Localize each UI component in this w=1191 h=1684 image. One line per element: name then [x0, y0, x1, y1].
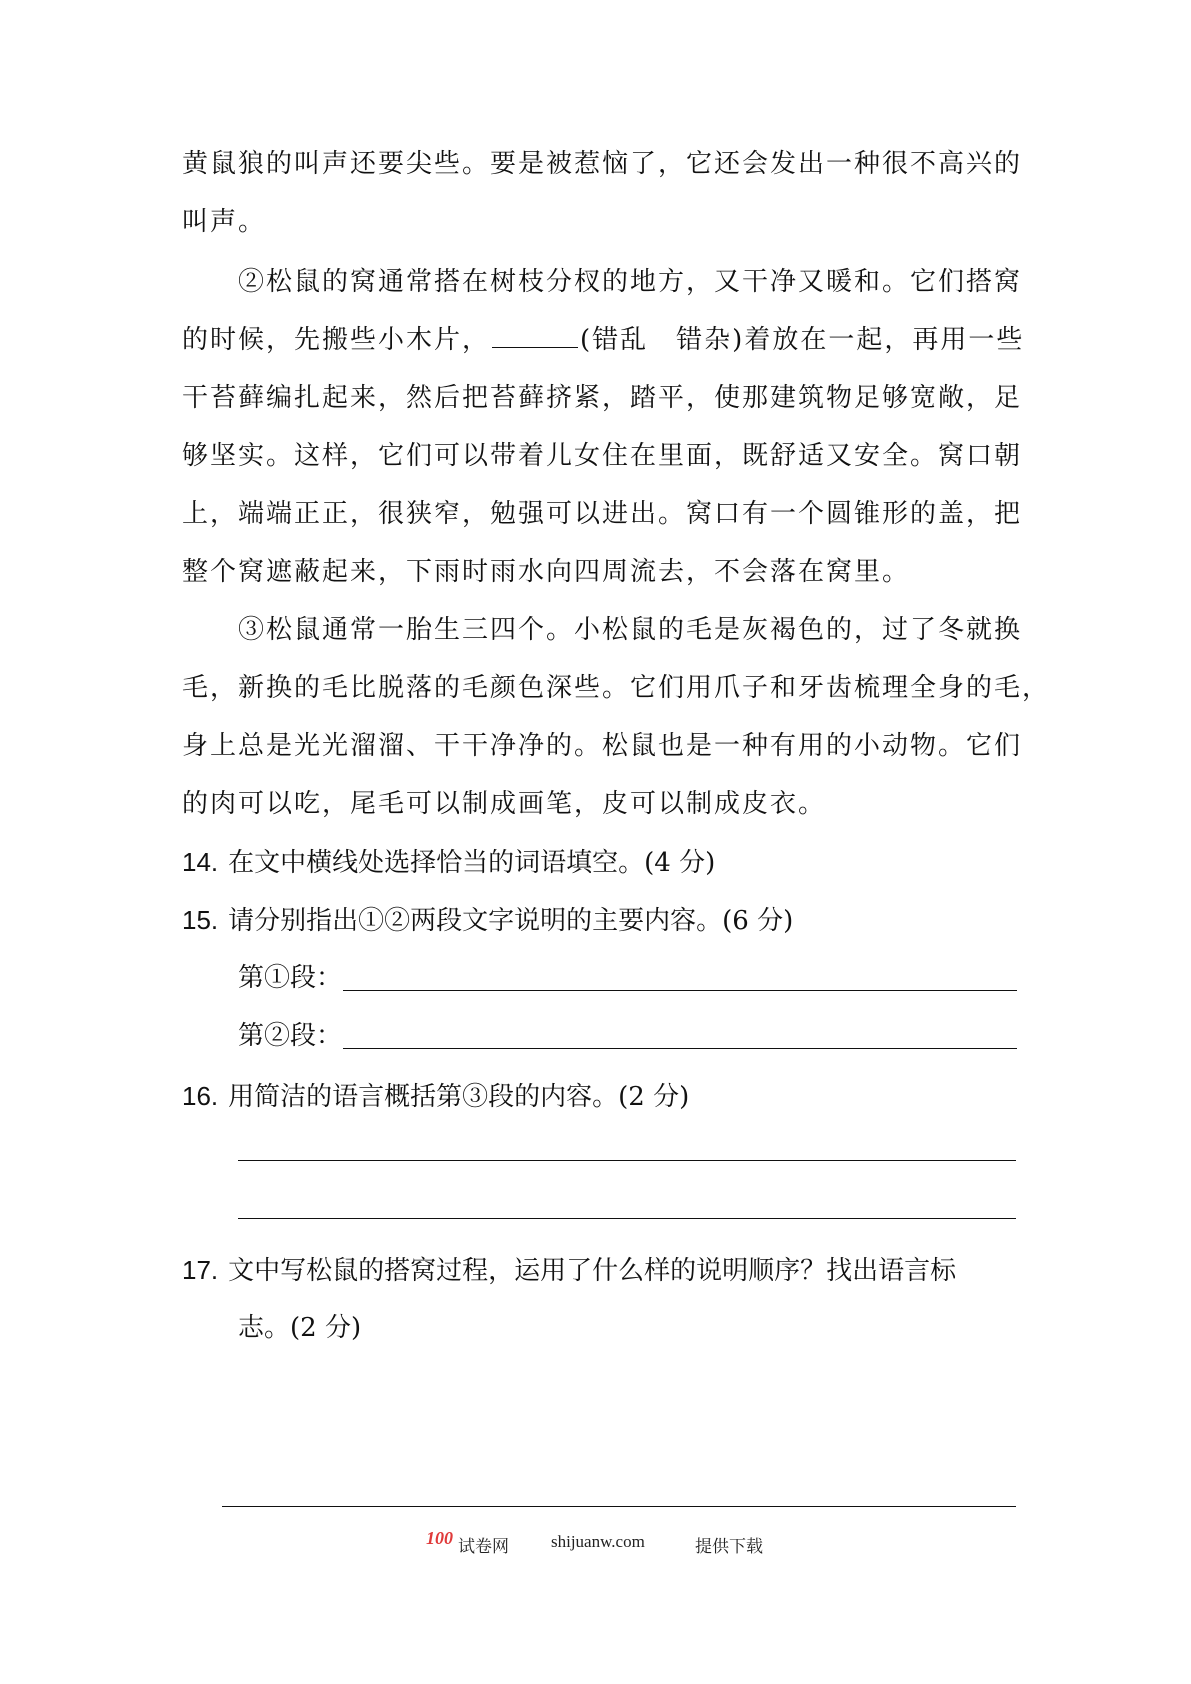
question-text: 用简洁的语言概括第③段的内容。(2 分) [228, 1082, 690, 1112]
answer-line[interactable] [238, 1218, 1016, 1219]
site-url[interactable]: shijuanw.com [551, 1532, 645, 1551]
question-14 [182, 846, 715, 879]
question-16 [182, 1080, 689, 1113]
download-note: 提供下载 [695, 1537, 763, 1556]
question-text: 文中写松鼠的搭窝过程，运用了什么样的说明顺序？找出语言标 [228, 1256, 957, 1286]
text-segment: 的时候，先搬些小木片， [182, 325, 491, 355]
passage-line: 毛，新换的毛比脱落的毛颜色深些。它们用爪子和牙齿梳理全身的毛， [182, 673, 1051, 703]
passage-line: 够坚实。这样，它们可以带着儿女住在里面，既舒适又安全。窝口朝 [182, 441, 1023, 471]
passage-line: 叫声。 [182, 207, 267, 237]
answer-line[interactable] [238, 1160, 1016, 1161]
question-17 [182, 1254, 956, 1287]
passage-line: 的肉可以吃，尾毛可以制成画笔，皮可以制成皮衣。 [182, 789, 827, 819]
site-name: 试卷网 [458, 1537, 509, 1556]
question-number: 14. [182, 847, 219, 877]
fill-in-blank[interactable] [492, 325, 578, 348]
passage-line: 黄鼠狼的叫声还要尖些。要是被惹恼了，它还会发出一种很不高兴的 [182, 149, 1023, 179]
text-segment: 着放在一起，再用一些 [744, 325, 1025, 355]
passage-line-with-blank [182, 324, 1024, 356]
question-text: 在文中横线处选择恰当的词语填空。(4 分) [228, 848, 716, 878]
question-text: 请分别指出①②两段文字说明的主要内容。(6 分) [228, 906, 794, 936]
site-logo: 100 [426, 1528, 453, 1548]
passage-line: ③松鼠通常一胎生三四个。小松鼠的毛是灰褐色的，过了冬就换 [238, 615, 1023, 645]
passage-line: 整个窝遮蔽起来，下雨时雨水向四周流去，不会落在窝里。 [182, 557, 911, 587]
passage-line: ②松鼠的窝通常搭在树枝分杈的地方，又干净又暖和。它们搭窝 [238, 267, 1023, 297]
question-number: 16. [182, 1081, 219, 1111]
answer-line[interactable] [222, 1506, 1016, 1507]
question-15 [182, 904, 793, 937]
answer-line[interactable] [343, 1048, 1017, 1049]
answer-label-paragraph-2: 第②段： [238, 1021, 343, 1051]
answer-line[interactable] [343, 990, 1017, 991]
word-options: (错乱 错杂) [580, 325, 745, 355]
passage-line: 上，端端正正，很狭窄，勉强可以进出。窝口有一个圆锥形的盖，把 [182, 499, 1023, 529]
question-number: 15. [182, 905, 219, 935]
passage-line: 身上总是光光溜溜、干干净净的。松鼠也是一种有用的小动物。它们 [182, 731, 1023, 761]
question-number: 17. [182, 1255, 219, 1285]
question-17-continued: 志。(2 分) [238, 1313, 362, 1343]
answer-label-paragraph-1: 第①段： [238, 963, 343, 993]
passage-line: 干苔藓编扎起来，然后把苔藓挤紧，踏平，使那建筑物足够宽敞，足 [182, 383, 1023, 413]
